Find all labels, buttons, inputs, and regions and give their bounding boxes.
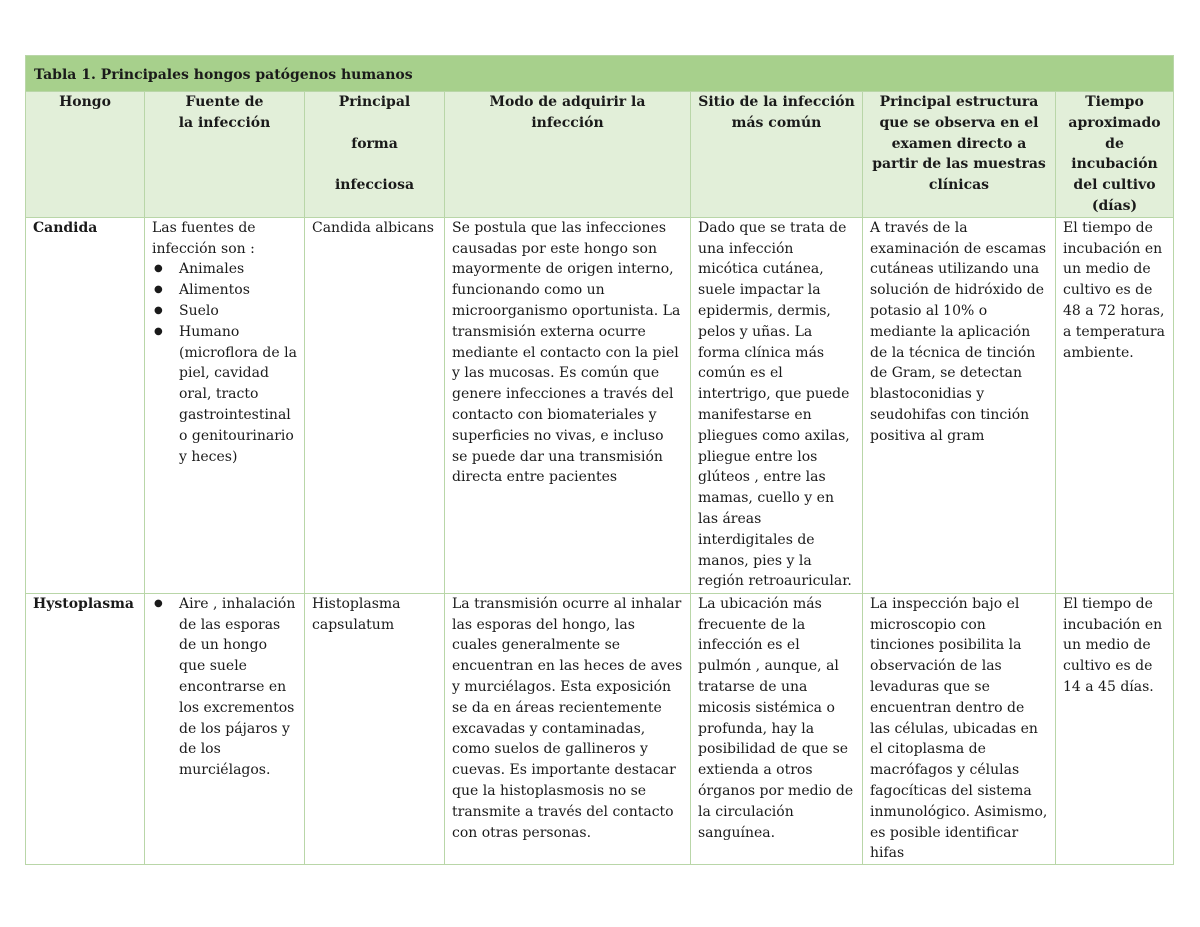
list-item: ● Humano (microflora de la piel, cavidad oral, tracto gastrointestinal o genitourinario y heces) [152, 322, 297, 468]
header-row [26, 92, 1174, 218]
observed-structure: A través de la examinación de escamas cutáneas utilizando una solución de hidróxido de potasio al 10% o mediante la aplicación de la técnica de tinción de Gram, se detectan blastoconidias y seudohifas con tinción positiva al gram [863, 217, 1056, 593]
fungus-name: Candida [26, 217, 145, 593]
source-list [152, 259, 297, 467]
table-row-hystoplasma [26, 593, 1174, 864]
fungus-name: Hystoplasma [26, 593, 145, 864]
acquisition-mode: Se postula que las infecciones causadas por este hongo son mayormente de origen interno, funcionando como un microorganismo oportunista. La transmisión externa ocurre mediante el contacto con la piel y las mucosas. Es común que genere infecciones a través del contacto con biomateriales y superficies no vivas, e incluso se puede dar una transmisión directa entre pacientes [445, 217, 691, 593]
source-cell [145, 593, 305, 864]
header-modo: Modo de adquirir la infección [445, 92, 691, 218]
header-estructura: Principal estructura que se observa en el examen directo a partir de las muestras clínicas [863, 92, 1056, 218]
observed-structure: La inspección bajo el microscopio con tinciones posibilita la observación de las levaduras que se encuentran dentro de las células, ubicadas en el citoplasma de macrófagos y células fagocíticas del sistema inmunológico. Asimismo, es posible identificar hifas [863, 593, 1056, 864]
infectious-form: Candida albicans [305, 217, 445, 593]
list-item: ● Alimentos [152, 280, 297, 301]
source-list [152, 594, 297, 781]
header-hongo: Hongo [26, 92, 145, 218]
header-forma: Principal forma infecciosa [305, 92, 445, 218]
source-intro: Las fuentes de infección son : [152, 219, 256, 257]
header-sitio: Sitio de la infección más común [691, 92, 863, 218]
table-row-candida [26, 217, 1174, 593]
header-fuente: Fuente de la infección [145, 92, 305, 218]
incubation-time: El tiempo de incubación en un medio de cultivo es de 14 a 45 días. [1056, 593, 1174, 864]
table-title: Tabla 1. Principales hongos patógenos humanos [26, 56, 1174, 92]
infectious-form: Histoplasma capsulatum [305, 593, 445, 864]
list-item: ● Suelo [152, 301, 297, 322]
source-cell [145, 217, 305, 593]
fungi-table [25, 55, 1174, 865]
header-tiempo: Tiempo aproximado de incubación del cultivo (días) [1056, 92, 1174, 218]
incubation-time: El tiempo de incubación en un medio de cultivo es de 48 a 72 horas, a temperatura ambiente. [1056, 217, 1174, 593]
infection-site: La ubicación más frecuente de la infección es el pulmón , aunque, al tratarse de una micosis sistémica o profunda, hay la posibilidad de que se extienda a otros órganos por medio de la circulación sanguínea. [691, 593, 863, 864]
infection-site: Dado que se trata de una infección micótica cutánea, suele impactar la epidermis, dermis, pelos y uñas. La forma clínica más común es el intertrigo, que puede manifestarse en pliegues como axilas, pliegue entre los glúteos , entre las mamas, cuello y en las áreas interdigitales de manos, pies y la región retroauricular. [691, 217, 863, 593]
list-item: ● Aire , inhalación de las esporas de un hongo que suele encontrarse en los excrementos de los pájaros y de los murciélagos. [152, 594, 297, 781]
list-item: ● Animales [152, 259, 297, 280]
acquisition-mode: La transmisión ocurre al inhalar las esporas del hongo, las cuales generalmente se encuentran en las heces de aves y murciélagos. Esta exposición se da en áreas recientemente excavadas y contaminadas, como suelos de gallineros y cuevas. Es importante destacar que la histoplasmosis no se transmite a través del contacto con otras personas. [445, 593, 691, 864]
